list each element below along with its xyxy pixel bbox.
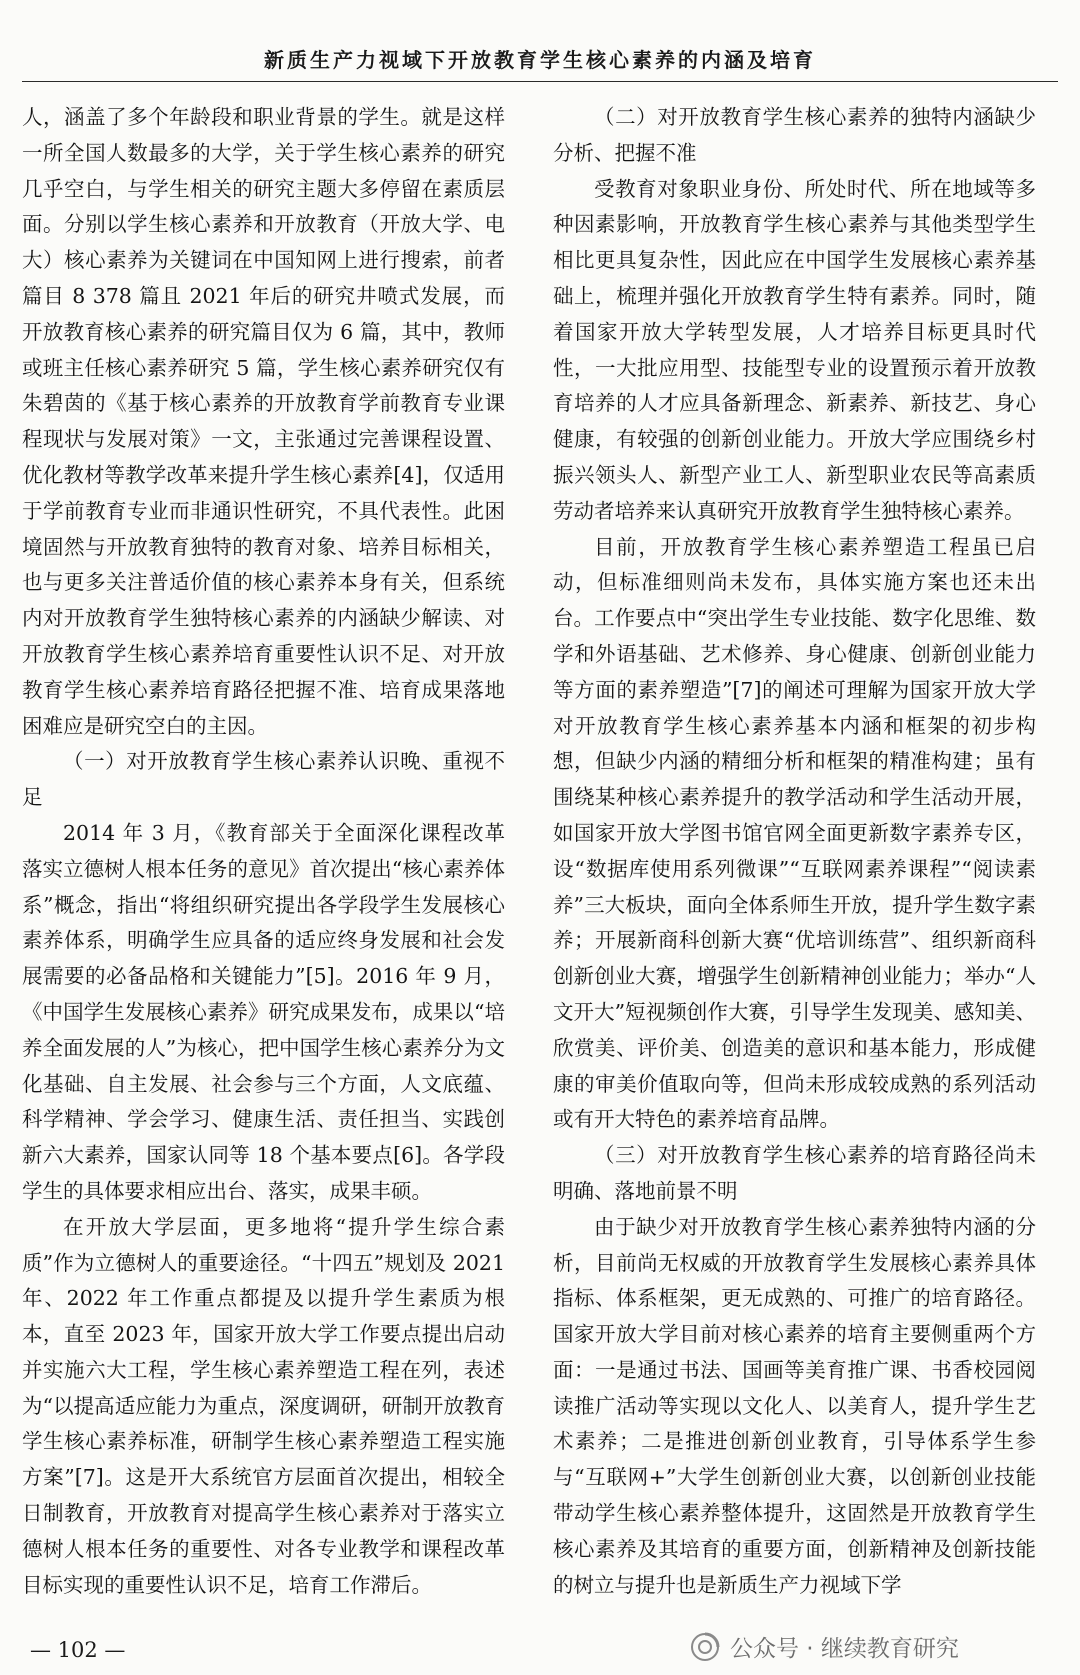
paragraph: 目前，开放教育学生核心素养塑造工程虽已启动，但标准细则尚未发布，具体实施方案也还未出台。工作要点中“突出学生专业技能、数字化思维、数学和外语基础、艺术修养、身心健康、创新创业能力等方面的素养塑造”[7]的阐述可理解为国家开放大学对开放教育学生核心素养基本内涵和框架的初步构想，但缺少内涵的精细分析和框架的精准构建；虽有围绕某种核心素养提升的教学活动和学生活动开展，如国家开放大学图书馆官网全面更新数字素养专区，设“数据库使用系列微课”“互联网素养课程”“阅读素养”三大板块，面向全体系师生开放，提升学生数字素养；开展新商科创新大赛“优培训练营”、组织新商科创新创业大赛，增强学生创新精神创业能力；举办“人文开大”短视频创作大赛，引导学生发现美、感知美、欣赏美、评价美、创造美的意识和基本能力，形成健康的审美价值取向等，但尚未形成较成熟的系列活动或有开大特色的素养培育品牌。 bbox=[553, 534, 1036, 1132]
paragraph: 人，涵盖了多个年龄段和职业背景的学生。就是这样一所全国人数最多的大学，关于学生核心素养的研究几乎空白，与学生相关的研究主题大多停留在素质层面。分别以学生核心素养和开放教育（开放大学、电大）核心素养为关键词在中国知网上进行搜索，前者篇目 8 378 篇且 2021 年后的研究井喷式发展，而开放教育核心素养的研究篇目仅为 6 篇，其中，教师或班主任核心素养研究 5 篇，学生核心素养研究仅有朱碧茵的《基于核心素养的开放教育学前教育专业课程现状与发展对策》一文，主张通过完善课程设置、优化教材等教学改革来提升学生核心素养[4]，仅适用于学前教育专业而非通识性研究，不具代表性。此困境固然与开放教育独特的教育对象、培养目标相关，也与更多关注普适价值的核心素养本身有关，但系统内对开放教育学生独特核心素养的内涵缺少解读、对开放教育学生核心素养培育重要性认识不足、对开放教育学生核心素养培育路径把握不准、培育成果落地困难应是研究空白的主因。 bbox=[22, 105, 505, 738]
page-number: — 102 — bbox=[30, 1638, 126, 1662]
watermark-text: 公众号 · 继续教育研究 bbox=[730, 1636, 959, 1662]
section-heading: （二）对开放教育学生核心素养的独特内涵缺少分析、把握不准 bbox=[553, 105, 1036, 165]
right-column bbox=[553, 100, 1036, 1603]
wechat-watermark bbox=[690, 1630, 959, 1663]
section-heading: （三）对开放教育学生核心素养的培育路径尚未明确、落地前景不明 bbox=[553, 1143, 1036, 1203]
section-heading: （一）对开放教育学生核心素养认识晚、重视不足 bbox=[22, 749, 505, 810]
wechat-icon bbox=[690, 1632, 720, 1662]
header-rule bbox=[22, 81, 1058, 82]
paragraph: 受教育对象职业身份、所处时代、所在地域等多种因素影响，开放教育学生核心素养与其他类型学生相比更具复杂性，因此应在中国学生发展核心素养基础上，梳理并强化开放教育学生特有素养。同时，随着国家开放大学转型发展，人才培养目标更具时代性，一大批应用型、技能型专业的设置预示着开放教育培养的人才应具备新理念、新素养、新技艺、身心健康，有较强的创新创业能力。开放大学应围绕乡村振兴领头人、新型产业工人、新型职业农民等高素质劳动者培养来认真研究开放教育学生独特核心素养。 bbox=[553, 176, 1036, 523]
paragraph: 2014 年 3 月，《教育部关于全面深化课程改革落实立德树人根本任务的意见》首次提出“核心素养体系”概念，指出“将组织研究提出各学段学生发展核心素养体系，明确学生应具备的适应终身发展和社会发展需要的必备品格和关键能力”[5]。2016 年 9 月，《中国学生发展核心素养》研究成果发布，成果以“培养全面发展的人”为核心，把中国学生核心素养分为文化基础、自主发展、社会参与三个方面，人文底蕴、科学精神、学会学习、健康生活、责任担当、实践创新六大素养，国家认同等 18 个基本要点[6]。各学段学生的具体要求相应出台、落实，成果丰硕。 bbox=[22, 820, 505, 1203]
left-column bbox=[22, 100, 505, 1603]
paragraph: 由于缺少对开放教育学生核心素养独特内涵的分析，目前尚无权威的开放教育学生发展核心素养具体指标、体系框架，更无成熟的、可推广的培育路径。国家开放大学目前对核心素养的培育主要侧重两个方面：一是通过书法、国画等美育推广课、书香校园阅读推广活动等实现以文化人、以美育人，提升学生艺术素养；二是推进创新创业教育，引导体系学生参与“互联网+”大学生创新创业大赛，以创新创业技能带动学生核心素养整体提升，这固然是开放教育学生核心素养及其培育的重要方面，创新精神及创新技能的树立与提升也是新质生产力视域下学 bbox=[553, 1214, 1036, 1597]
running-header: 新质生产力视域下开放教育学生核心素养的内涵及培育 bbox=[264, 48, 816, 72]
paragraph: 在开放大学层面，更多地将“提升学生综合素质”作为立德树人的重要途径。“十四五”规划及 2021 年、2022 年工作重点都提及以提升学生素质为根本，直至 2023 年，国家开放大学工作要点提出启动并实施六大工程，学生核心素养塑造工程在列，表述为“以提高适应能力为重点，深度调研，研制开放教育学生核心素养标准，研制学生核心素养塑造工程实施方案”[7]。这是开大系统官方层面首次提出，相较全日制教育，开放教育对提高学生核心素养对于落实立德树人根本任务的重要性、对各专业教学和课程改革目标实现的重要性认识不足，培育工作滞后。 bbox=[22, 1214, 505, 1597]
